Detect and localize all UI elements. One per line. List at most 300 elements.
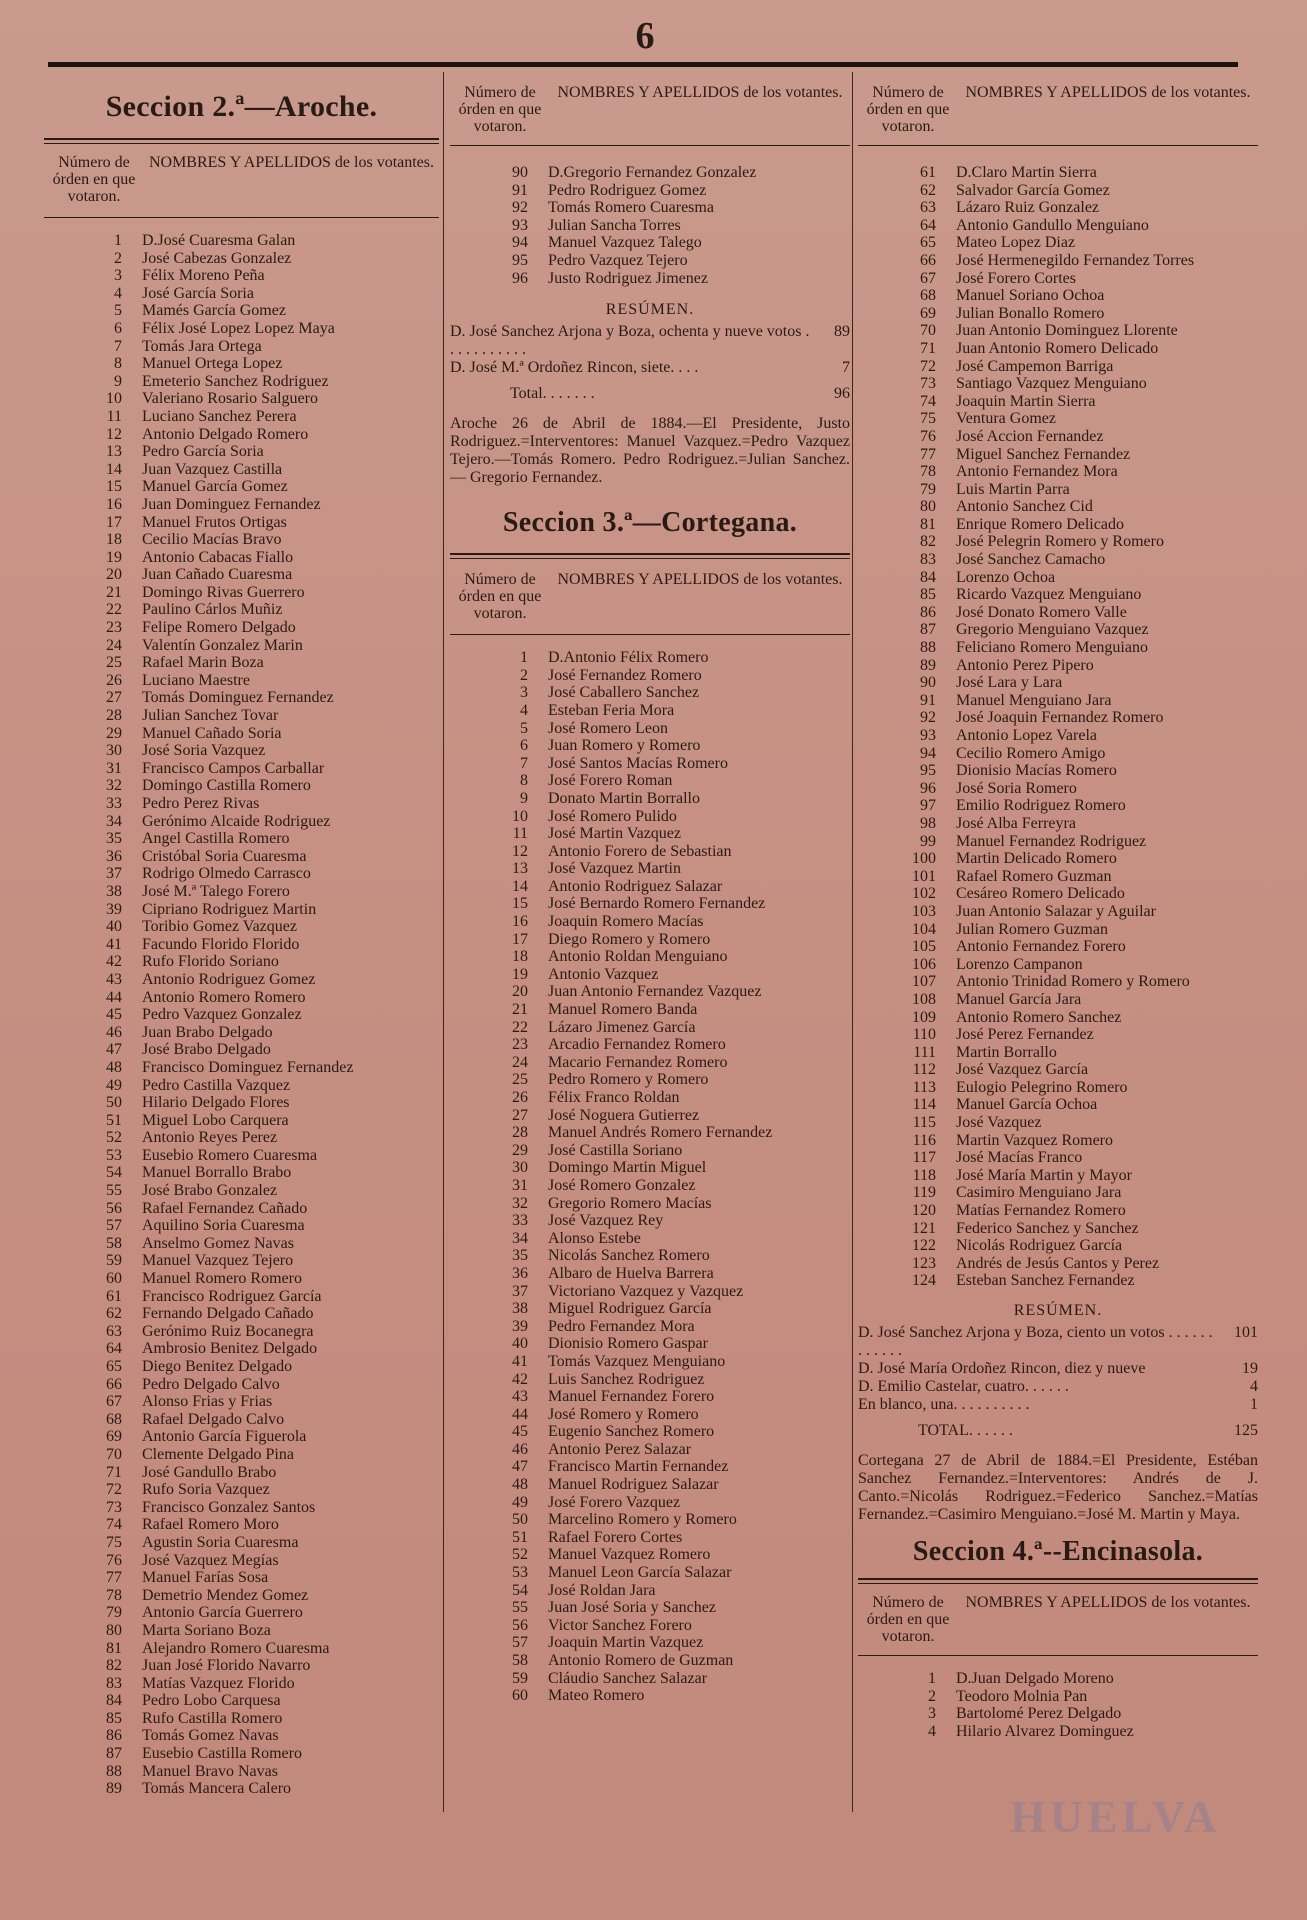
voter-number: 69 xyxy=(106,1428,122,1446)
voter-number: 59 xyxy=(106,1252,122,1270)
top-rule xyxy=(48,62,1238,67)
voter-row xyxy=(450,895,850,913)
voter-name: Dionisio Romero Gaspar xyxy=(548,1335,708,1353)
voter-name: José Martin Vazquez xyxy=(548,825,681,843)
voter-row xyxy=(858,516,1258,534)
voter-number: 83 xyxy=(106,1674,122,1692)
voter-row xyxy=(858,868,1258,886)
voter-number: 93 xyxy=(512,216,528,234)
voter-number: 44 xyxy=(512,1405,528,1423)
voter-row xyxy=(858,1723,1258,1741)
voter-row xyxy=(44,1481,439,1499)
resumen-value: 4 xyxy=(1250,1378,1258,1395)
voter-number: 103 xyxy=(912,902,936,920)
voter-row xyxy=(450,164,850,182)
voter-name: Federico Sanchez y Sanchez xyxy=(956,1219,1139,1237)
voter-number: 12 xyxy=(106,425,122,443)
voter-number: 21 xyxy=(106,583,122,601)
voter-name: Francisco Rodriguez García xyxy=(142,1287,322,1305)
voter-name: Enrique Romero Delicado xyxy=(956,515,1124,533)
voter-name: Gregorio Menguiano Vazquez xyxy=(956,621,1149,639)
voter-name: Pedro García Soria xyxy=(142,443,264,461)
voter-row xyxy=(858,1688,1258,1706)
voter-name: Joaquin Martin Vazquez xyxy=(548,1634,704,1652)
voter-name: D.Gregorio Fernandez Gonzalez xyxy=(548,164,757,181)
voter-name: Nicolás Sanchez Romero xyxy=(548,1247,710,1265)
table-header xyxy=(858,84,1258,135)
voter-name: Lázaro Ruiz Gonzalez xyxy=(956,199,1100,217)
voter-number: 73 xyxy=(920,375,936,393)
voter-name: D.Claro Martin Sierra xyxy=(956,164,1097,181)
voter-row xyxy=(858,762,1258,780)
voter-row xyxy=(44,1059,439,1077)
voter-number: 4 xyxy=(928,1722,936,1740)
voter-number: 104 xyxy=(912,920,936,938)
voter-row xyxy=(44,1147,439,1165)
resumen-row xyxy=(450,359,850,377)
voter-name: Julian Sanchez Tovar xyxy=(142,707,279,725)
voter-number: 36 xyxy=(512,1264,528,1282)
voter-name: José Forero Roman xyxy=(548,772,673,790)
voter-row xyxy=(44,971,439,989)
voter-name: José Vazquez xyxy=(956,1114,1042,1132)
column-divider xyxy=(852,72,853,1812)
voter-name: Manuel Menguiano Jara xyxy=(956,691,1112,709)
voter-number: 38 xyxy=(512,1300,528,1318)
voter-number: 81 xyxy=(920,515,936,533)
voter-name: Rodrigo Olmedo Carrasco xyxy=(142,865,311,883)
voter-row xyxy=(450,1159,850,1177)
voter-number: 8 xyxy=(114,355,122,373)
voter-number: 100 xyxy=(912,850,936,868)
voter-name: Manuel Andrés Romero Fernandez xyxy=(548,1124,773,1142)
voter-row xyxy=(44,355,439,373)
voter-number: 57 xyxy=(106,1217,122,1235)
voter-row xyxy=(44,1393,439,1411)
resumen-cortegana xyxy=(858,1324,1258,1440)
voter-row xyxy=(858,586,1258,604)
voter-number: 79 xyxy=(106,1604,122,1622)
voter-number: 67 xyxy=(106,1393,122,1411)
voter-name: Eusebio Castilla Romero xyxy=(142,1745,302,1763)
voter-name: José Donato Romero Valle xyxy=(956,603,1127,621)
voter-number: 80 xyxy=(106,1621,122,1639)
voter-name: Luciano Sanchez Perera xyxy=(142,407,297,425)
voter-row xyxy=(450,878,850,896)
voter-name: Antonio Rodriguez Gomez xyxy=(142,970,316,988)
voter-number: 96 xyxy=(512,269,528,287)
voter-number: 114 xyxy=(912,1096,936,1114)
voter-number: 82 xyxy=(920,533,936,551)
voter-name: Manuel Rodriguez Salazar xyxy=(548,1476,719,1494)
voter-name: Juan Dominguez Fernandez xyxy=(142,495,321,513)
voter-row xyxy=(44,725,439,743)
voter-number: 4 xyxy=(520,701,528,719)
voter-name: Juan Antonio Dominguez Llorente xyxy=(956,322,1178,340)
voter-row xyxy=(44,1640,439,1658)
voter-name: Santiago Vazquez Menguiano xyxy=(956,375,1147,393)
voter-row xyxy=(858,621,1258,639)
voter-row xyxy=(858,1220,1258,1238)
voter-number: 80 xyxy=(920,498,936,516)
voter-name: Tomás Mancera Calero xyxy=(142,1780,292,1798)
voter-name: José Roldan Jara xyxy=(548,1581,656,1599)
voter-row xyxy=(450,1529,850,1547)
voter-number: 77 xyxy=(106,1569,122,1587)
voter-row xyxy=(858,270,1258,288)
voter-number: 91 xyxy=(512,181,528,199)
voter-row xyxy=(858,252,1258,270)
voter-number: 17 xyxy=(106,513,122,531)
voter-number: 1 xyxy=(114,232,122,249)
voter-name: Juan Vazquez Castilla xyxy=(142,460,283,478)
voter-name: Esteban Sanchez Fernandez xyxy=(956,1272,1135,1290)
voter-name: Cecilio Romero Amigo xyxy=(956,744,1106,762)
voter-number: 17 xyxy=(512,930,528,948)
voter-row xyxy=(450,217,850,235)
voter-name: Pedro Delgado Calvo xyxy=(142,1375,280,1393)
voter-name: Toribio Gomez Vazquez xyxy=(142,918,297,936)
voter-number: 45 xyxy=(106,1006,122,1024)
voter-row xyxy=(858,1184,1258,1202)
voter-number: 18 xyxy=(106,531,122,549)
voter-number: 1 xyxy=(520,649,528,667)
voter-name: Manuel Borrallo Brabo xyxy=(142,1164,292,1182)
voter-name: Domingo Castilla Romero xyxy=(142,777,311,795)
voter-number: 34 xyxy=(512,1229,528,1247)
resumen-row xyxy=(450,323,850,359)
voter-number: 28 xyxy=(106,707,122,725)
voter-number: 19 xyxy=(512,965,528,983)
voter-row xyxy=(44,1323,439,1341)
voter-row xyxy=(450,1054,850,1072)
voter-name: Demetrio Mendez Gomez xyxy=(142,1586,309,1604)
voter-row xyxy=(44,1252,439,1270)
voter-row xyxy=(44,232,439,250)
voter-number: 23 xyxy=(106,619,122,637)
voter-name: Cristóbal Soria Cuaresma xyxy=(142,847,307,865)
voter-row xyxy=(858,1026,1258,1044)
voter-name: Pedro Romero y Romero xyxy=(548,1071,709,1089)
voter-row xyxy=(858,1114,1258,1132)
voter-number: 10 xyxy=(512,807,528,825)
voter-name: Casimiro Menguiano Jara xyxy=(956,1184,1122,1202)
voter-number: 27 xyxy=(512,1106,528,1124)
voter-number: 2 xyxy=(114,249,122,267)
voter-row xyxy=(44,883,439,901)
voter-number: 42 xyxy=(512,1370,528,1388)
voter-number: 40 xyxy=(512,1335,528,1353)
voter-row xyxy=(44,901,439,919)
voter-number: 13 xyxy=(512,860,528,878)
voter-row xyxy=(450,1195,850,1213)
header-number: Número de órden en que votaron. xyxy=(866,1594,950,1645)
resumen-row xyxy=(858,1422,1258,1440)
voter-name: José Castilla Soriano xyxy=(548,1141,683,1159)
voter-number: 117 xyxy=(912,1149,936,1167)
voter-number: 120 xyxy=(912,1202,936,1220)
voter-number: 8 xyxy=(520,772,528,790)
voter-number: 89 xyxy=(106,1780,122,1798)
voter-number: 11 xyxy=(106,407,122,425)
voter-row xyxy=(450,1670,850,1688)
voter-name: Pedro Fernandez Mora xyxy=(548,1317,695,1335)
voter-name: Antonio Reyes Perez xyxy=(142,1129,278,1147)
voter-number: 116 xyxy=(912,1131,936,1149)
voter-name: José Gandullo Brabo xyxy=(142,1463,277,1481)
voter-name: José Soria Romero xyxy=(956,779,1077,797)
voter-number: 6 xyxy=(114,319,122,337)
voter-name: Rafael Romero Guzman xyxy=(956,867,1112,885)
voter-row xyxy=(450,649,850,667)
voter-number: 79 xyxy=(920,480,936,498)
voter-number: 31 xyxy=(512,1176,528,1194)
voter-row xyxy=(44,1411,439,1429)
voter-row xyxy=(450,1634,850,1652)
voter-row xyxy=(858,657,1258,675)
voter-number: 88 xyxy=(106,1762,122,1780)
voter-name: Pedro Vazquez Tejero xyxy=(548,251,688,269)
voter-number: 39 xyxy=(512,1317,528,1335)
voter-name: Félix José Lopez Lopez Maya xyxy=(142,319,335,337)
voter-row xyxy=(44,1604,439,1622)
voter-number: 71 xyxy=(920,339,936,357)
voter-row xyxy=(450,1124,850,1142)
voter-name: Manuel Vazquez Tejero xyxy=(142,1252,294,1270)
voter-number: 63 xyxy=(106,1322,122,1340)
voter-number: 44 xyxy=(106,988,122,1006)
voter-name: Rafael Fernandez Cañado xyxy=(142,1199,308,1217)
voter-number: 106 xyxy=(912,955,936,973)
voter-row xyxy=(858,305,1258,323)
voter-row xyxy=(44,813,439,831)
voter-row xyxy=(44,848,439,866)
voter-row xyxy=(450,1388,850,1406)
voter-name: Manuel Fernandez Forero xyxy=(548,1388,715,1406)
voter-number: 29 xyxy=(512,1141,528,1159)
voter-number: 54 xyxy=(106,1164,122,1182)
voter-number: 83 xyxy=(920,551,936,569)
voter-number: 41 xyxy=(106,935,122,953)
voter-number: 110 xyxy=(912,1026,936,1044)
voter-number: 6 xyxy=(520,737,528,755)
voter-row xyxy=(450,1687,850,1705)
voter-number: 62 xyxy=(920,181,936,199)
voter-name: Salvador García Gomez xyxy=(956,181,1110,199)
voter-number: 84 xyxy=(106,1692,122,1710)
resumen-label: D. Emilio Castelar, cuatro. . . . . . xyxy=(858,1378,1069,1395)
voter-name: José Lara y Lara xyxy=(956,674,1063,692)
header-number: Número de órden en que votaron. xyxy=(458,571,542,623)
voter-row xyxy=(44,1745,439,1763)
header-number: Número de órden en que votaron. xyxy=(458,84,542,135)
voter-row xyxy=(450,1071,850,1089)
voter-number: 18 xyxy=(512,948,528,966)
voter-number: 7 xyxy=(114,337,122,355)
voter-row xyxy=(44,1340,439,1358)
voter-list-cortegana-cont xyxy=(858,164,1258,1290)
voter-name: Juan Antonio Fernandez Vazquez xyxy=(548,983,762,1001)
voter-row xyxy=(858,498,1258,516)
voter-number: 67 xyxy=(920,269,936,287)
voter-row xyxy=(44,1534,439,1552)
voter-name: Antonio Cabacas Fiallo xyxy=(142,548,294,566)
voter-name: Eulogio Pelegrino Romero xyxy=(956,1078,1128,1096)
voter-number: 2 xyxy=(520,666,528,684)
voter-number: 72 xyxy=(920,357,936,375)
voter-name: Domingo Martin Miguel xyxy=(548,1159,707,1177)
resumen-aroche xyxy=(450,323,850,403)
voter-row xyxy=(44,1077,439,1095)
voter-number: 3 xyxy=(520,684,528,702)
voter-row xyxy=(858,903,1258,921)
voter-number: 30 xyxy=(512,1159,528,1177)
voter-number: 87 xyxy=(920,621,936,639)
resumen-title: RESÚMEN. xyxy=(605,301,695,319)
voter-number: 47 xyxy=(106,1041,122,1059)
voter-name: Manuel Vazquez Talego xyxy=(548,234,702,252)
voter-name: Manuel Bravo Navas xyxy=(142,1762,278,1780)
voter-name: Hilario Delgado Flores xyxy=(142,1094,290,1112)
voter-name: Francisco Martin Fernandez xyxy=(548,1458,729,1476)
voter-name: José Perez Fernandez xyxy=(956,1026,1094,1044)
voter-row xyxy=(450,931,850,949)
voter-number: 45 xyxy=(512,1423,528,1441)
voter-row xyxy=(450,1283,850,1301)
voter-row xyxy=(450,1089,850,1107)
voter-number: 23 xyxy=(512,1036,528,1054)
voter-number: 78 xyxy=(920,463,936,481)
voter-name: José García Soria xyxy=(142,284,254,302)
voter-name: José Noguera Gutierrez xyxy=(548,1106,700,1124)
voter-name: Joaquin Martin Sierra xyxy=(956,392,1096,410)
voter-number: 21 xyxy=(512,1001,528,1019)
voter-row xyxy=(858,1670,1258,1688)
voter-number: 20 xyxy=(512,983,528,1001)
voter-row xyxy=(858,692,1258,710)
table-header xyxy=(450,571,850,622)
voter-number: 3 xyxy=(114,267,122,285)
voter-row xyxy=(858,1132,1258,1150)
voter-number: 19 xyxy=(106,548,122,566)
header-rule xyxy=(858,145,1258,146)
voter-row xyxy=(44,1428,439,1446)
header-rule xyxy=(44,217,439,218)
header-rule xyxy=(450,634,850,635)
voter-name: Juan Brabo Delgado xyxy=(142,1023,273,1041)
voter-number: 5 xyxy=(520,719,528,737)
voter-name: Alonso Frias y Frias xyxy=(142,1393,273,1411)
voter-row xyxy=(450,1371,850,1389)
voter-row xyxy=(44,1164,439,1182)
voter-name: Marcelino Romero y Romero xyxy=(548,1511,737,1529)
voter-row xyxy=(450,1247,850,1265)
voter-name: Antonio Rodriguez Salazar xyxy=(548,877,723,895)
voter-name: Marta Soriano Boza xyxy=(142,1621,271,1639)
voter-row xyxy=(858,569,1258,587)
voter-row xyxy=(44,742,439,760)
voter-name: Manuel Farías Sosa xyxy=(142,1569,269,1587)
voter-name: José María Martin y Mayor xyxy=(956,1166,1132,1184)
voter-name: José Caballero Sanchez xyxy=(548,684,700,702)
resumen-row xyxy=(858,1360,1258,1378)
voter-row xyxy=(44,408,439,426)
double-rule xyxy=(858,1578,1258,1584)
voter-row xyxy=(858,604,1258,622)
voter-number: 71 xyxy=(106,1463,122,1481)
table-header xyxy=(44,154,439,205)
voter-row xyxy=(858,551,1258,569)
voter-name: José Forero Vazquez xyxy=(548,1493,681,1511)
voter-name: Emilio Rodriguez Romero xyxy=(956,797,1126,815)
voter-number: 41 xyxy=(512,1352,528,1370)
voter-name: Tomás Vazquez Menguiano xyxy=(548,1352,726,1370)
voter-name: Andrés de Jesús Cantos y Perez xyxy=(956,1254,1160,1272)
voter-row xyxy=(858,446,1258,464)
voter-name: José Bernardo Romero Fernandez xyxy=(548,895,766,913)
voter-number: 90 xyxy=(920,674,936,692)
voter-number: 86 xyxy=(106,1727,122,1745)
voter-name: José Macías Franco xyxy=(956,1149,1083,1167)
voter-name: Victoriano Vazquez y Vazquez xyxy=(548,1282,744,1300)
voter-row xyxy=(858,1255,1258,1273)
header-names: NOMBRES Y APELLIDOS de los votantes. xyxy=(965,1594,1251,1611)
voter-name: Eusebio Romero Cuaresma xyxy=(142,1146,318,1164)
voter-name: Gerónimo Ruiz Bocanegra xyxy=(142,1322,314,1340)
voter-row xyxy=(44,1552,439,1570)
cortegana-signature-note: Cortegana 27 de Abril de 1884.=El Presidente, Estéban Sanchez Fernandez.=Interventores: Andrés de J. Canto.=Nicolás Rodriguez.=Federico Sanchez.=Matías Fernandez.=Casimiro Menguiano.=José M. Martin y Maya. xyxy=(858,1452,1258,1523)
voter-name: José Brabo Delgado xyxy=(142,1041,271,1059)
voter-number: 82 xyxy=(106,1657,122,1675)
voter-row xyxy=(858,375,1258,393)
voter-number: 111 xyxy=(913,1043,936,1061)
voter-number: 66 xyxy=(106,1375,122,1393)
voter-number: 24 xyxy=(512,1053,528,1071)
voter-number: 97 xyxy=(920,797,936,815)
voter-name: Antonio García Guerrero xyxy=(142,1604,303,1622)
voter-number: 75 xyxy=(106,1533,122,1551)
voter-row xyxy=(858,340,1258,358)
voter-number: 99 xyxy=(920,832,936,850)
voter-number: 94 xyxy=(920,744,936,762)
voter-number: 52 xyxy=(512,1546,528,1564)
voter-name: Cecilio Macías Bravo xyxy=(142,531,282,549)
voter-name: Albaro de Huelva Barrera xyxy=(548,1264,714,1282)
voter-row xyxy=(44,865,439,883)
voter-number: 14 xyxy=(106,460,122,478)
resumen-value: 1 xyxy=(1250,1396,1258,1413)
voter-row xyxy=(44,936,439,954)
voter-row xyxy=(858,410,1258,428)
voter-name: Rufo Castilla Romero xyxy=(142,1709,283,1727)
page-number: 6 xyxy=(635,15,655,57)
voter-number: 95 xyxy=(920,762,936,780)
voter-name: José Soria Vazquez xyxy=(142,742,266,760)
resumen-value: 19 xyxy=(1242,1360,1258,1377)
voter-row xyxy=(44,1358,439,1376)
voter-number: 95 xyxy=(512,251,528,269)
column-3 xyxy=(858,72,1258,1740)
voter-number: 43 xyxy=(106,970,122,988)
voter-row xyxy=(44,478,439,496)
voter-name: Antonio Perez Pipero xyxy=(956,656,1094,674)
voter-name: Félix Franco Roldan xyxy=(548,1089,680,1106)
voter-number: 42 xyxy=(106,953,122,971)
voter-number: 70 xyxy=(920,322,936,340)
voter-name: Juan José Soria y Sanchez xyxy=(548,1599,716,1617)
voter-number: 92 xyxy=(512,199,528,217)
voter-row xyxy=(858,1096,1258,1114)
